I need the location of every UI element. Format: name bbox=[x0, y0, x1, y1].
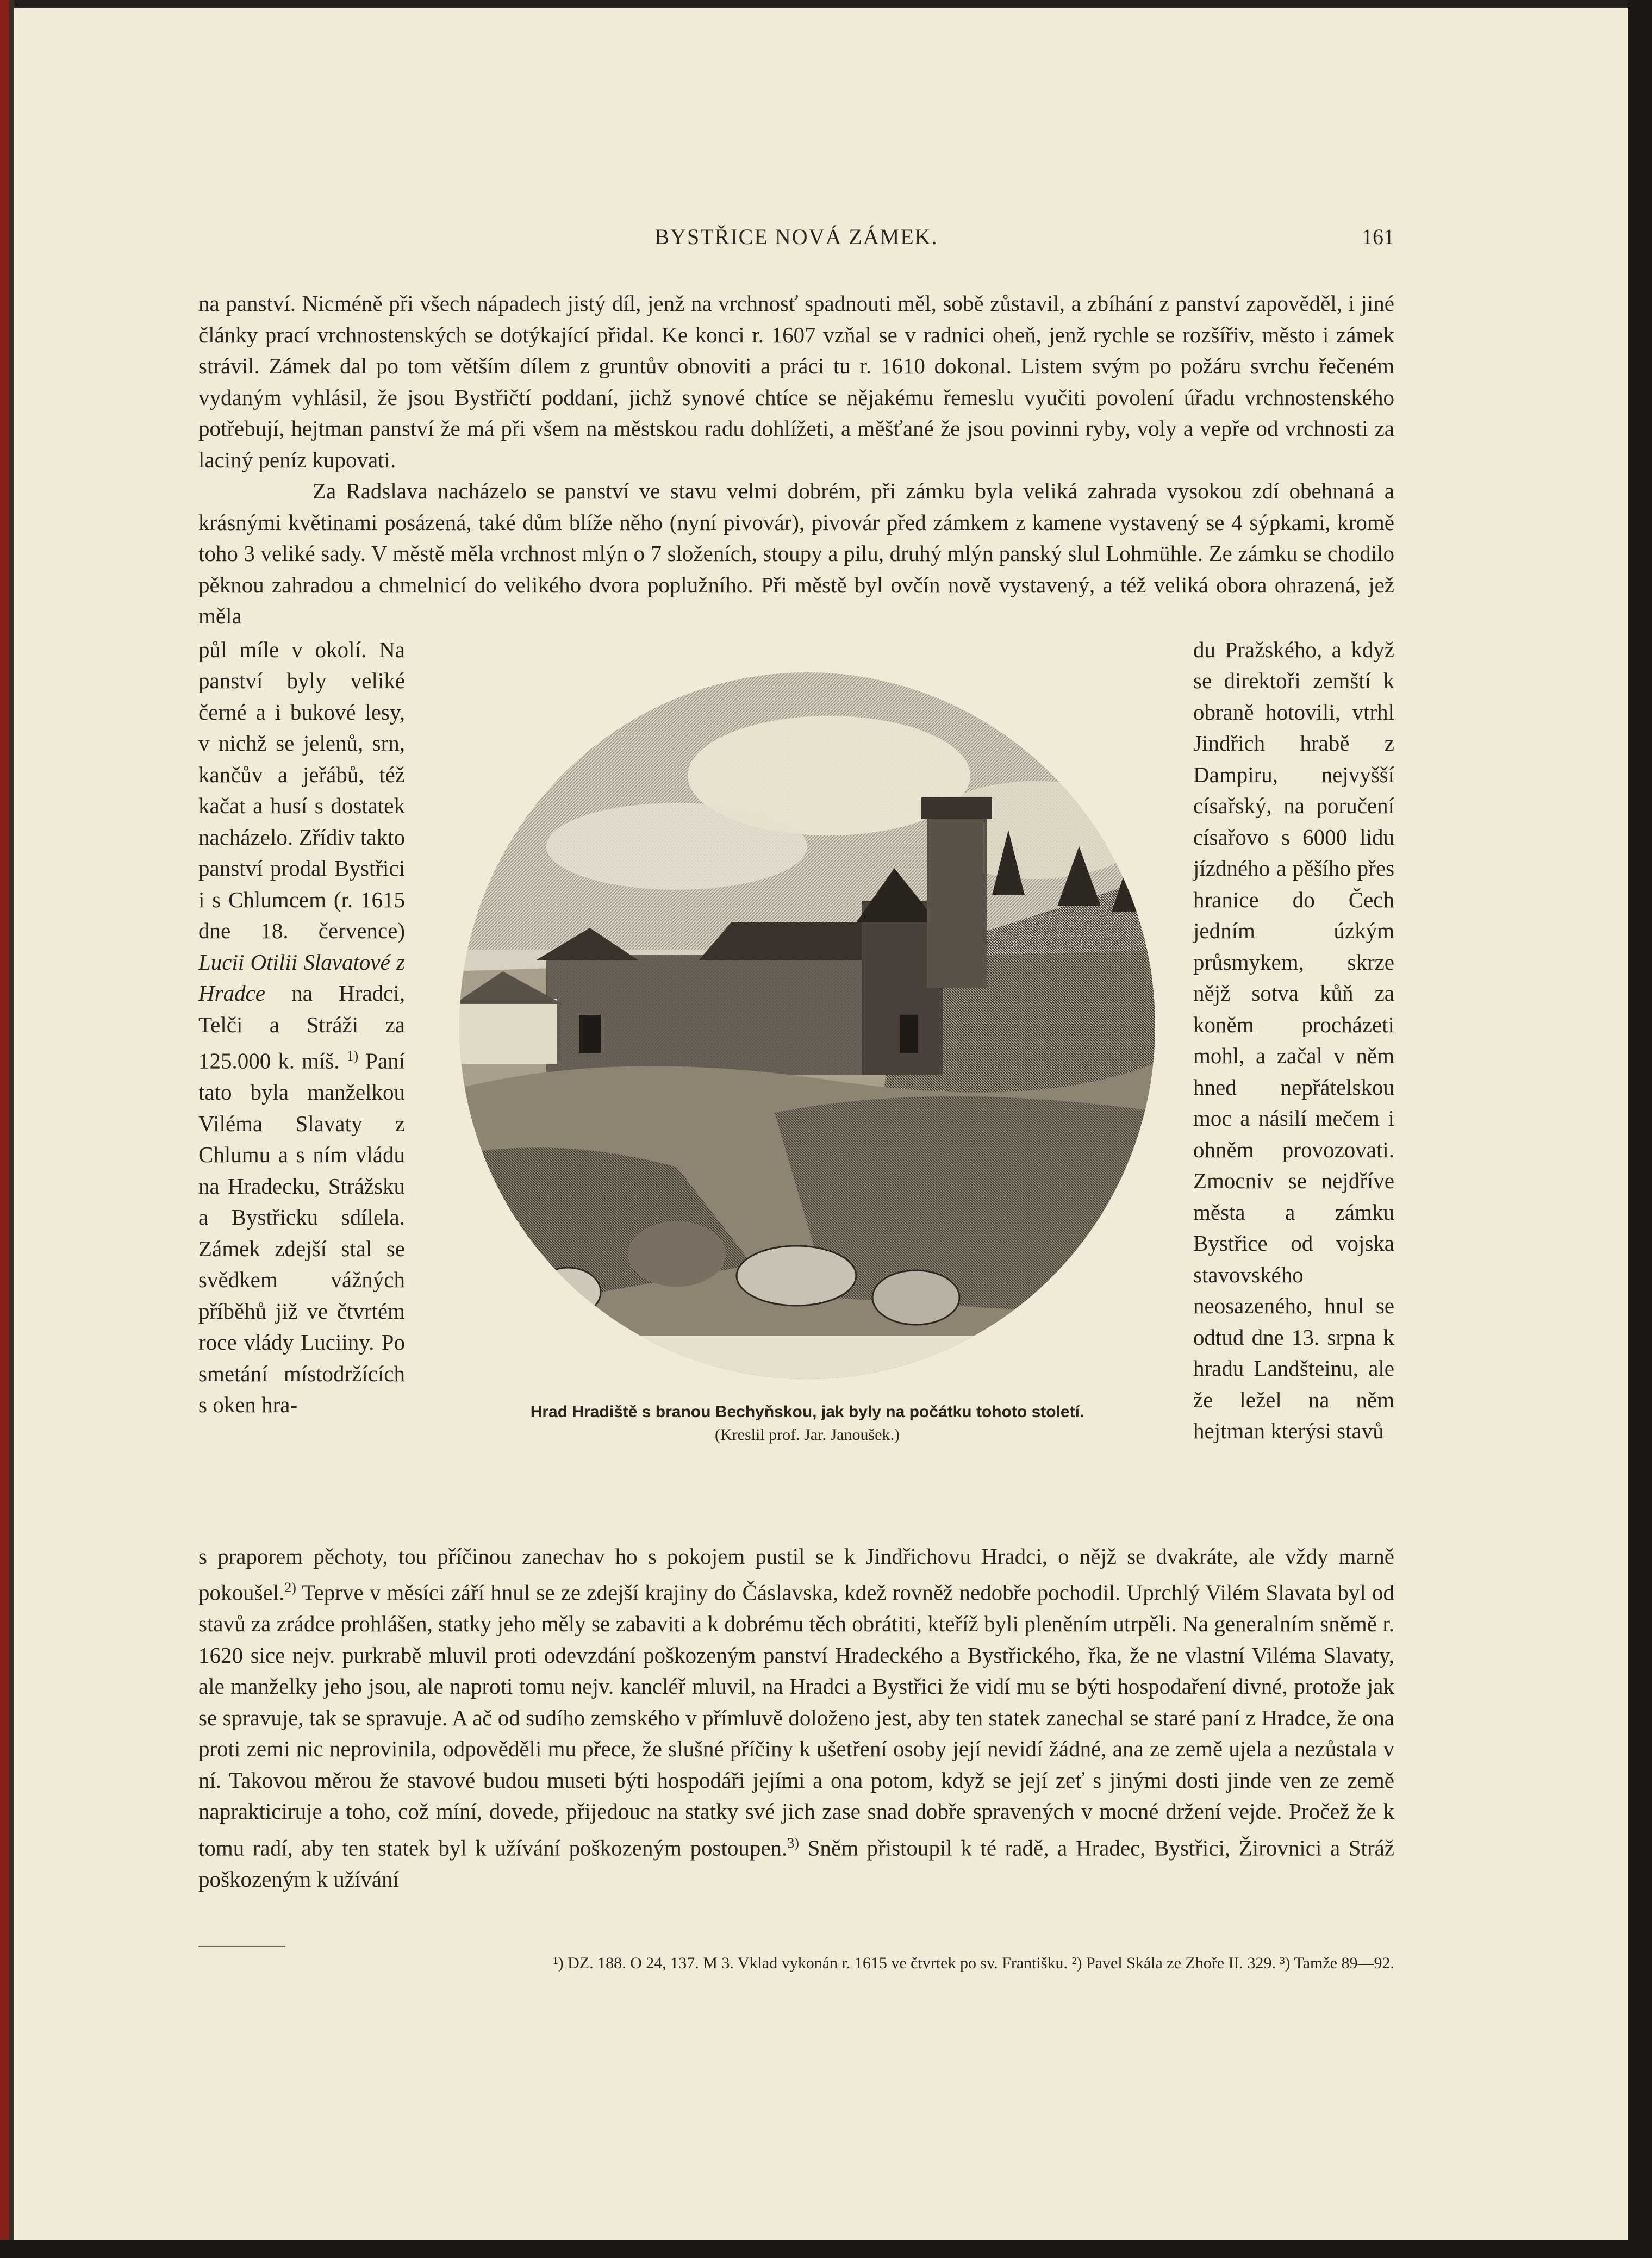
book-spine-edge bbox=[0, 0, 9, 2258]
footnote-ref-3: 3) bbox=[787, 1835, 799, 1851]
footnote-rule bbox=[198, 1946, 285, 1947]
body-text bbox=[198, 288, 1394, 1895]
caption-credit: (Kreslil prof. Jar. Janoušek.) bbox=[715, 1425, 900, 1444]
running-title: BYSTŘICE NOVÁ ZÁMEK. bbox=[654, 224, 938, 249]
caption-text: Hrad Hradiště s branou Bechyňskou, jak byly na počátku tohoto století. bbox=[530, 1402, 1084, 1421]
footnote-ref-1: 1) bbox=[346, 1048, 359, 1064]
figure-caption bbox=[432, 1401, 1182, 1446]
running-header bbox=[198, 224, 1394, 257]
page-right-edge bbox=[1628, 0, 1652, 2258]
left-column-text-b: na Hradci, Telči a Stráži za 125.000 k. míš. bbox=[198, 981, 405, 1074]
paragraph-2: Za Radslava nacházelo se panství ve stavu velmi dobrém, při zámku byla veliká zahrada vysokou zdí obehnaná a krásnými květinami posázená, také dům blíže něho (nyní pivovár), pivovár před zámkem z kamene vystavený se 4 sýpkami, kromě toho 3 veliké sady. V městě měla vrchnost mlýn o 7 složeních, stoupy a pilu, druhý mlýn panský slul Lohmühle. Ze zámku se chodilo pěknou zahradou a chmelnicí do velikého dvora poplužního. Při městě byl ovčín nově vystavený, a též veliká obora ohrazená, jež měla bbox=[198, 478, 1394, 628]
page-number: 161 bbox=[1362, 224, 1394, 249]
paragraph-3 bbox=[198, 1541, 1394, 1895]
left-column-italic-name: Lucii Otilii Slavatové z Hradce bbox=[198, 949, 405, 1006]
left-wrap-column bbox=[198, 634, 405, 1421]
left-column-text-a: půl míle v okolí. Na panství byly veliké černé a i bukové lesy, v nichž se jelenů, srn, kančův a jeřábů, též kačat a husí s dostatek nacházelo. Zřídiv takto panství prodal Bystřici i s Chlumcem (r. 1615 dne 18. července) bbox=[198, 637, 405, 943]
footnote-ref-2: 2) bbox=[284, 1580, 296, 1595]
paragraph-1: na panství. Nicméně při všech nápadech jistý díl, jenž na vrchnosť spadnouti měl, sobě zůstavil, a zbíhání z panství zapověděl, i jiné články prací vrchnostenských se dotýkající přidal. Ke konci r. 1607 vzňal se v radnici oheň, jenž rychle se rozšířiv, město i zámek strávil. Zámek dal po tom větším dílem z gruntův obnoviti a práci tu r. 1610 dokonal. Listem svým po požáru svrchu řečeném vydaným vyhlásil, že jsou Bystřičtí poddaní, jichž synové chtíce se nějakému řemeslu vyučiti povolení úřadu vrchnostenského potřebují, hejtman panství že má při všem na městskou radu dohlížeti, a měšťané že jsou povinni ryby, voly a vepře od vrchnosti za laciný peníz kupovati. bbox=[198, 291, 1394, 472]
engraving-figure bbox=[432, 634, 1182, 1541]
book-gutter bbox=[9, 0, 14, 2258]
left-column-text-c: Paní tato byla manželkou Viléma Slavaty z Chlumu a s ním vládu na Hradecku, Strážsku a Bystřicku sdílela. Zámek zdejší stal se svědkem vážných příběhů již ve čtvrtém roce vlády Luciiny. Po smetání místodržících s oken hra- bbox=[198, 1048, 405, 1418]
paragraph-3-text-b: Teprve v měsíci září hnul se ze zdejší krajiny do Čáslavska, kdež rovněž nedobře pochodil. Uprchlý Vilém Slavata byl od stavů za zrádce prohlášen, statky jeho měly se zabaviti a k dobrému těch obrátiti, kteříž byli pleněním utrpěli. Na generalním sněmě r. 1620 sice nejv. purkrabě mluvil proti odevzdání poškozeným panství Hradeckého a Bystřického, řka, že ne vlastní Viléma Slavaty, ale manželky jeho jsou, ale naproti tomu nejv. kancléř mluvil, na Hradci a Bystřici že vidí mu se býti hospodaření divné, protože jak se spravuje, tak se spravuje. A ač od sudího zemského v přímluvě doloženo jest, aby ten statek zanechal se staré paní z Hradce, že ona proti zemi nic neprovinila, odpověděli mu přece, že slušné příčiny k ušetření osoby její nevidí žádné, ana ze země ujela a nezůstala v ní. Takovou měrou že stavové budou museti býti hospodáři jejími a ona potom, když se její zeť s jinými dosti jinde ven ze země naprakticiruje a toho, což míní, dovede, přijedouc na statky své jich zase snad dobře spravených v mocné držení vejde. Pročež že k tomu radí, aby ten statek byl k užívání poškozeným postoupen. bbox=[198, 1580, 1394, 1861]
footnotes: ¹) DZ. 188. O 24, 137. M 3. Vklad vykonán r. 1615 ve čtvrtek po sv. Františku. ²) Pavel Skála ze Zhoře II. 329. ³) Tamže 89—92. bbox=[553, 1954, 1394, 1972]
castle-engraving-image bbox=[448, 667, 1166, 1390]
figure-wrap-zone bbox=[198, 634, 1394, 1541]
right-wrap-column: du Pražského, a když se direktoři zemští k obraně hotovili, vtrhl Jindřich hrabě z Dampiru, nejvyšší císařský, na poručení císařovo s 6000 lidu jízdného a pěšího přes hranice do Čech jedním úzkým průsmykem, skrze nějž sotva kůň za koněm procházeti mohl, a začal v něm hned nepřátelskou moc a násilí mečem i ohněm provozovati. Zmocniv se nejdříve města a zámku Bystřice od vojska stavovského neosazeného, hnul se odtud dne 13. srpna k hradu Landšteinu, ale že ležel na něm hejtman kterýsi stavů bbox=[1193, 637, 1394, 1443]
paragraph-3-text-a: s praporem pěchoty, tou příčinou zanechav ho s pokojem pustil se k Jindřichovu Hradci, o nějž se dvakráte, ale vždy marně pokoušel. bbox=[198, 1543, 1394, 1605]
page-top-edge bbox=[0, 0, 1652, 8]
page-bottom-edge bbox=[0, 2240, 1652, 2258]
paragraph-3-text-c: Sněm přistoupil k té radě, a Hradec, Bystřici, Žirovnici a Stráž poškozeným k užívání bbox=[198, 1835, 1394, 1892]
